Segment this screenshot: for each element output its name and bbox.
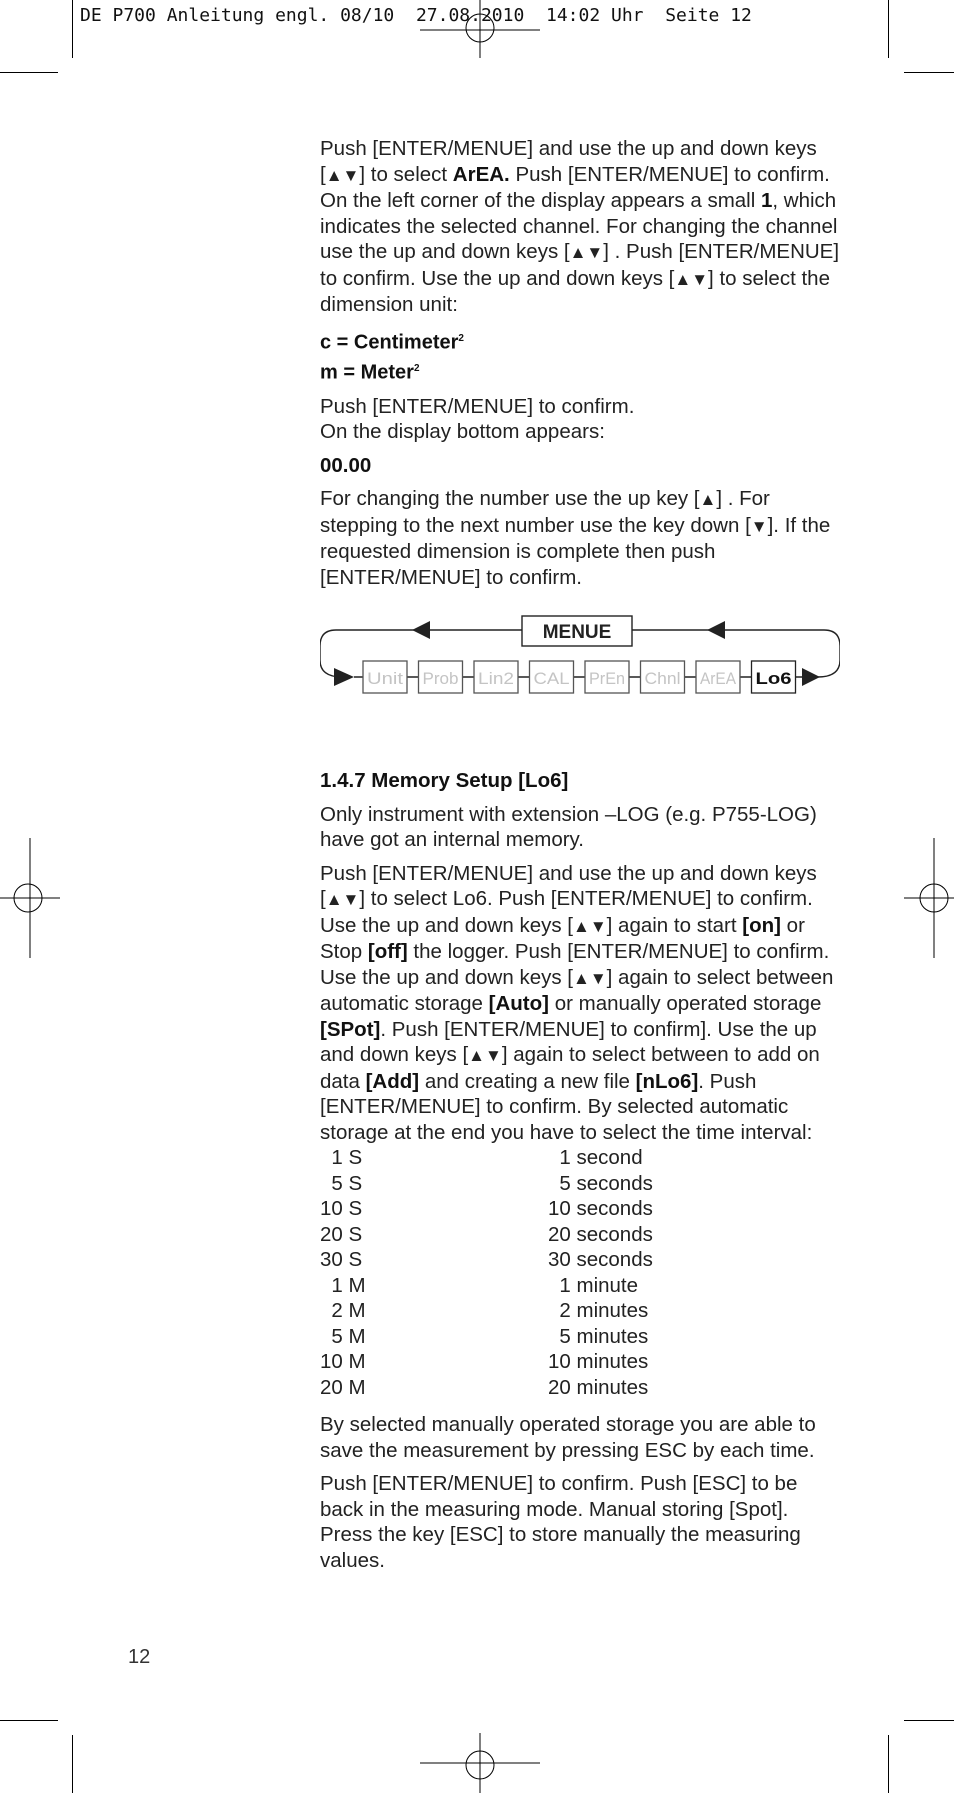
text-run: ] . For stepping to the next number use the key down [ xyxy=(320,487,770,537)
page-number: 12 xyxy=(128,1646,151,1668)
option-off: [off] xyxy=(367,940,408,964)
manual-storage-paragraph: By selected manually operated storage you are able to save the measurement by pressing ESC by each time. xyxy=(320,1413,816,1462)
interval-code: 1 M xyxy=(320,1273,366,1297)
interval-code: 5 S xyxy=(320,1171,363,1195)
option-on: [on] xyxy=(742,913,781,937)
page-content xyxy=(320,136,840,1581)
menu-item-label: Unit xyxy=(367,669,404,689)
menu-item-label: Prob xyxy=(422,669,459,689)
menu-label: MENUE xyxy=(542,622,612,644)
text-run: ] to select the dimension unit: xyxy=(320,266,830,316)
option-auto: [Auto] xyxy=(488,992,549,1016)
text-run: ] again to select between to add on data xyxy=(320,1043,820,1093)
menu-item-label: Chnl xyxy=(644,669,681,689)
crop-mark xyxy=(0,1720,58,1721)
interval-row xyxy=(320,1375,840,1401)
confirm-paragraph xyxy=(320,394,840,445)
crop-mark xyxy=(888,1735,889,1793)
crop-mark xyxy=(0,72,58,73)
unit-meter xyxy=(320,356,840,386)
area-keyword: ArEA. xyxy=(452,162,510,186)
display-value: 00.00 xyxy=(320,453,372,477)
up-down-arrows-icon: ▲▼ xyxy=(573,916,607,936)
option-nlo6: [nLo6] xyxy=(635,1069,699,1093)
interval-meaning: 10 seconds xyxy=(548,1197,653,1221)
interval-code: 5 M xyxy=(320,1324,366,1348)
area-paragraph xyxy=(320,136,840,318)
interval-meaning: 20 seconds xyxy=(548,1222,653,1246)
interval-meaning: 10 minutes xyxy=(548,1350,649,1374)
menu-item-label: PrEn xyxy=(589,669,625,689)
text-run: , which indicates the selected channel. For changing the channel use the up and down keys [ xyxy=(320,189,838,263)
unit-centimeter xyxy=(320,326,840,356)
interval-meaning: 30 seconds xyxy=(548,1248,653,1272)
option-spot: [SPot] xyxy=(320,1017,381,1041)
text-run: Push [ENTER/MENUE] to confirm. xyxy=(320,394,635,418)
text-run: ]. If the requested dimension is complete then push [ENTER/MENUE] to confirm. xyxy=(320,513,831,589)
interval-row xyxy=(320,1349,840,1375)
interval-meaning: 20 minutes xyxy=(548,1375,649,1399)
unit-label: c = Centimeter xyxy=(320,331,459,354)
interval-row xyxy=(320,1171,840,1197)
interval-meaning: 5 minutes xyxy=(548,1324,649,1348)
up-down-arrows-icon: ▲▼ xyxy=(569,243,604,262)
text-run: and creating a new file xyxy=(419,1069,636,1093)
menu-cycle-diagram xyxy=(320,612,840,720)
interval-code: 1 S xyxy=(320,1146,363,1170)
text-run: Push [ENTER/MENUE] and use the up and down keys [ xyxy=(320,137,817,186)
interval-row xyxy=(320,1298,840,1324)
interval-code: 10 M xyxy=(320,1350,366,1374)
superscript: 2 xyxy=(413,362,420,374)
text-run: ] again to select between automatic storage xyxy=(320,965,834,1016)
crop-mark xyxy=(904,1720,954,1721)
interval-code: 20 M xyxy=(320,1375,366,1399)
text-run: On the display bottom appears: xyxy=(320,420,605,444)
memory-paragraph xyxy=(320,861,840,1146)
up-down-arrows-icon: ▲▼ xyxy=(325,165,360,185)
text-run: or manually operated storage xyxy=(549,992,822,1016)
arrow-left-icon xyxy=(707,621,725,639)
menu-item-label: Lo6 xyxy=(755,669,792,689)
interval-code: 20 S xyxy=(320,1222,363,1246)
interval-meaning: 5 seconds xyxy=(548,1171,653,1195)
interval-row xyxy=(320,1324,840,1350)
interval-row xyxy=(320,1222,840,1248)
interval-meaning: 1 minute xyxy=(548,1273,639,1297)
crop-mark xyxy=(888,0,889,58)
interval-row xyxy=(320,1196,840,1222)
crop-mark xyxy=(72,0,73,58)
option-add: [Add] xyxy=(365,1069,420,1093)
interval-code: 30 S xyxy=(320,1248,363,1272)
text-run: . Push [ENTER/MENUE] to confirm]. Use the up and down keys [ xyxy=(320,1017,817,1067)
registration-mark-bottom xyxy=(420,1733,540,1793)
menu-item-label: Lin2 xyxy=(478,669,514,689)
arrow-right-icon xyxy=(802,668,820,686)
crop-mark xyxy=(904,72,954,73)
interval-row xyxy=(320,1247,840,1273)
down-arrow-icon: ▼ xyxy=(750,516,768,536)
final-paragraph: Push [ENTER/MENUE] to confirm. Push [ESC] to be back in the measuring mode. Manual storing [Spot]. Press the key [ESC] to store manually the measuring values. xyxy=(320,1472,801,1572)
up-down-arrows-icon: ▲▼ xyxy=(468,1046,502,1066)
channel-number: 1 xyxy=(760,189,773,212)
print-slug: DE P700 Anleitung engl. 08/10 27.08.2010 14:02 Uhr Seite 12 xyxy=(80,5,752,26)
up-down-arrows-icon: ▲▼ xyxy=(573,968,607,988)
registration-mark-left xyxy=(0,838,60,958)
interval-row xyxy=(320,1145,840,1171)
text-run: or Stop xyxy=(320,913,805,964)
interval-row xyxy=(320,1273,840,1299)
number-entry-paragraph xyxy=(320,486,840,590)
menu-diagram xyxy=(320,612,840,720)
interval-code: 10 S xyxy=(320,1197,363,1221)
text-run: For changing the number use the up key [ xyxy=(320,487,700,511)
interval-table xyxy=(320,1145,840,1400)
intro-paragraph: Only instrument with extension –LOG (e.g. P755-LOG) have got an internal memory. xyxy=(320,802,817,852)
superscript: 2 xyxy=(458,332,464,344)
interval-meaning: 2 minutes xyxy=(548,1299,649,1323)
registration-mark-right xyxy=(904,838,954,958)
interval-meaning: 1 second xyxy=(548,1146,643,1170)
arrow-right-icon xyxy=(334,668,354,686)
text-run: Push [ENTER/MENUE] and use the up and down keys [ xyxy=(320,861,817,911)
text-run: Push [ENTER/MENUE] to confirm. On the left corner of the display appears a small xyxy=(320,162,830,212)
text-run: the logger. Push [ENTER/MENUE] to confirm. Use the up and down keys [ xyxy=(320,940,830,989)
crop-mark xyxy=(72,1735,73,1793)
arrow-left-icon xyxy=(412,621,430,639)
text-run: . Push [ENTER/MENUE] to confirm. By selected automatic storage at the end you have to select the time interval: xyxy=(320,1069,813,1144)
unit-label: m = Meter xyxy=(320,361,414,384)
menu-item-label: CAL xyxy=(533,669,570,689)
menu-item-label: ArEA xyxy=(700,669,737,689)
text-run: ] to select Lo6. Push [ENTER/MENUE] to confirm. Use the up and down keys [ xyxy=(320,887,813,937)
up-down-arrows-icon: ▲▼ xyxy=(325,890,360,910)
text-run: ] to select xyxy=(359,162,453,186)
up-arrow-icon: ▲ xyxy=(699,490,717,510)
text-run: ] . Push [ENTER/MENUE] to confirm. Use the up and down keys [ xyxy=(320,240,840,290)
interval-code: 2 M xyxy=(320,1299,366,1323)
up-down-arrows-icon: ▲▼ xyxy=(674,269,709,289)
text-run: ] again to start xyxy=(606,913,743,937)
section-heading: 1.4.7 Memory Setup [Lo6] xyxy=(320,769,569,793)
